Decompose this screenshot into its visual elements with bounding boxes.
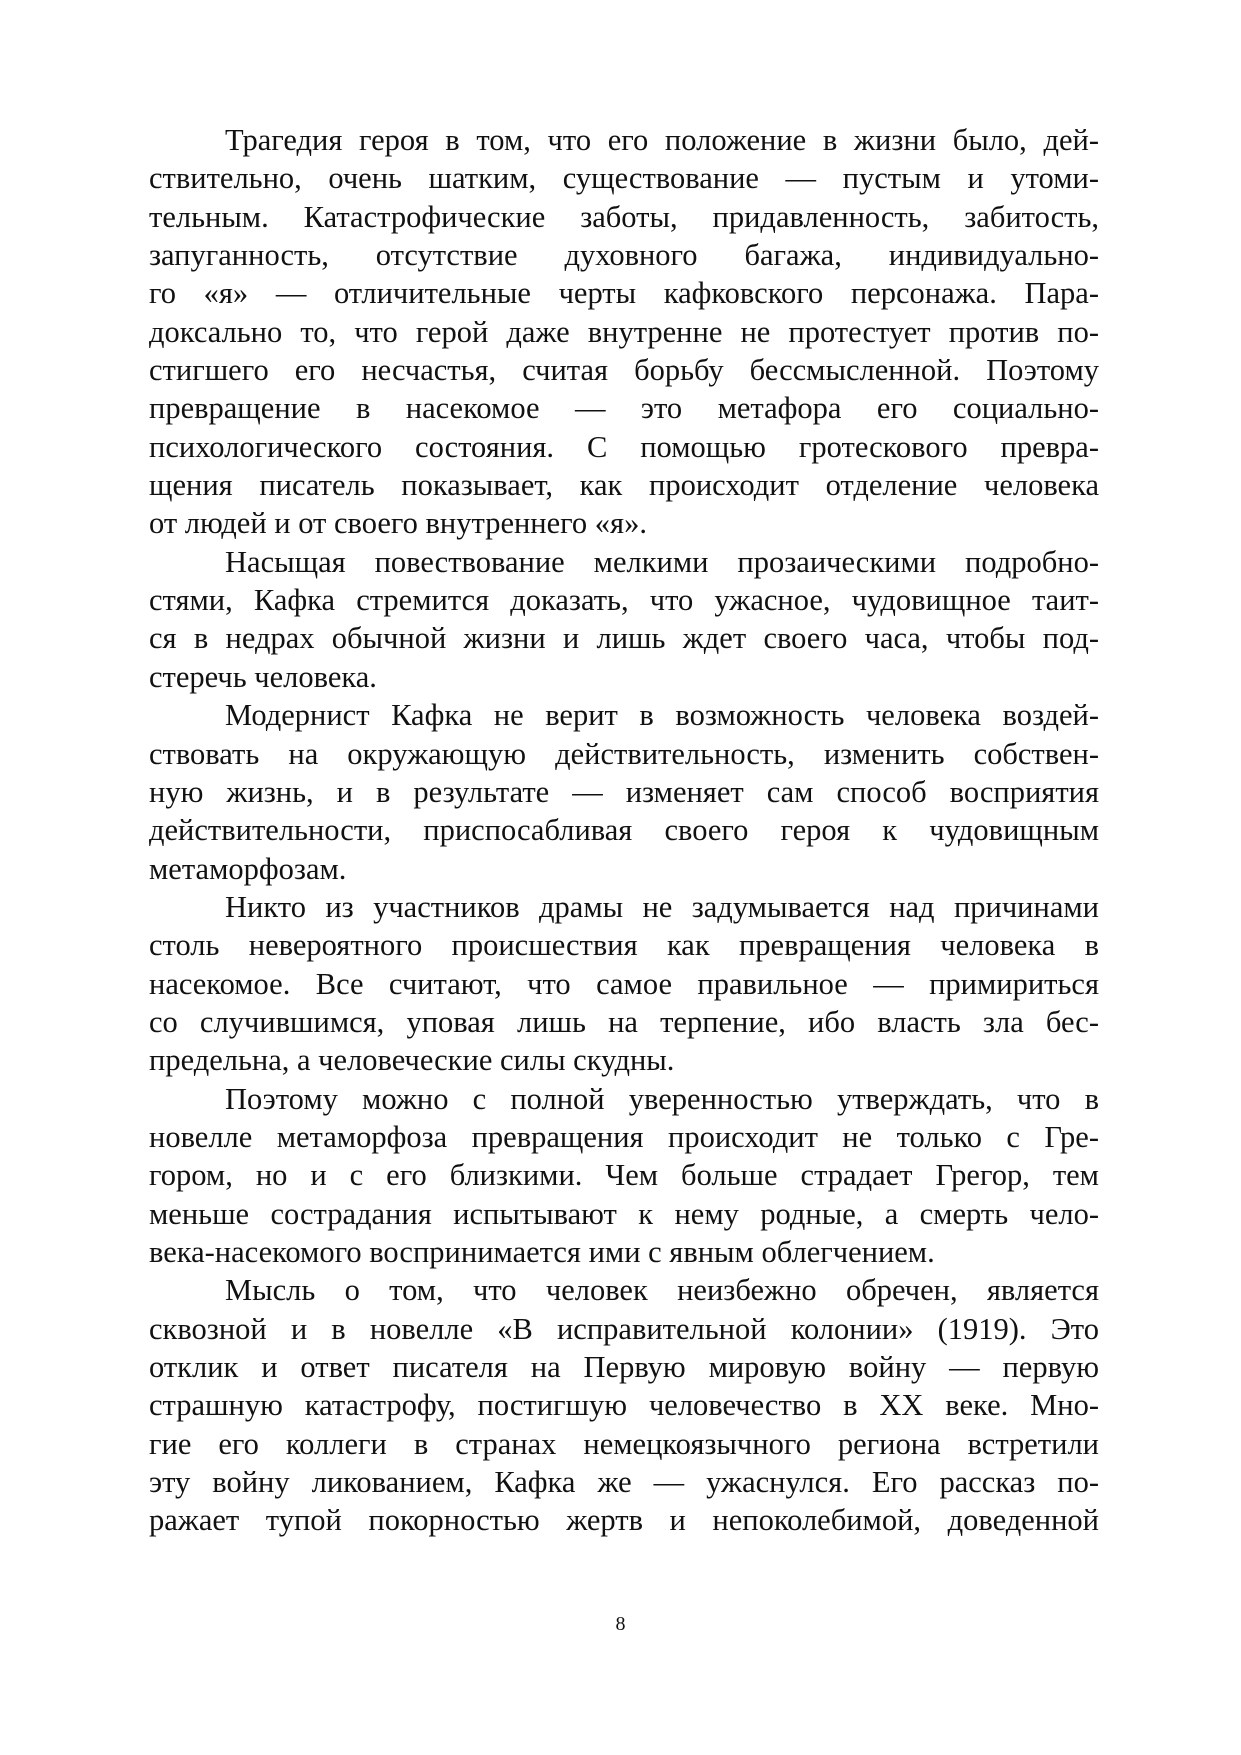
text-line: столь невероятного происшествия как превращения человека в: [149, 928, 1099, 963]
paragraph: [149, 1080, 1099, 1272]
paragraph: [149, 888, 1099, 1080]
text-line: ную жизнь, и в результате — изменяет сам способ восприятия: [149, 774, 1099, 809]
text-line: превращение в насекомое — это метафора его социально-: [149, 391, 1099, 426]
text-line: Трагедия героя в том, что его положение в жизни было, дей-: [225, 123, 1099, 157]
text-line: го «я» — отличительные черты кафковского персонажа. Пара-: [149, 276, 1099, 311]
paragraph: [149, 696, 1099, 888]
text-line: стеречь человека.: [149, 659, 377, 694]
text-line: Никто из участников драмы не задумывается над причинами: [225, 889, 1099, 924]
text-line: меньше сострадания испытывают к нему родные, а смерть чело-: [149, 1196, 1099, 1231]
text-line: со случившимся, уповая лишь на терпение, ибо власть зла бес-: [149, 1004, 1099, 1039]
paragraph: [149, 543, 1099, 696]
text-line: ражает тупой покорностью жертв и непоколебимой, доведенной: [149, 1503, 1099, 1538]
page-number: 8: [615, 1613, 626, 1635]
text-line: Поэтому можно с полной уверенностью утверждать, что в: [225, 1081, 1099, 1116]
body-text: [149, 121, 1099, 1540]
paragraph: [149, 1271, 1099, 1539]
text-line: психологического состояния. С помощью гротескового превра-: [149, 429, 1099, 464]
text-line: гором, но и с его близкими. Чем больше страдает Грегор, тем: [149, 1158, 1099, 1193]
text-line: щения писатель показывает, как происходит отделение человека: [149, 468, 1099, 503]
text-line: эту войну ликованием, Кафка же — ужаснулся. Его рассказ по-: [149, 1465, 1099, 1500]
text-line: ствовать на окружающую действительность, изменить собствен-: [149, 736, 1099, 771]
text-line: предельна, а человеческие силы скудны.: [149, 1043, 675, 1078]
text-line: от людей и от своего внутреннего «я».: [149, 506, 647, 541]
text-line: действительности, приспосабливая своего героя к чудовищным: [149, 813, 1099, 848]
text-line: Мысль о том, что человек неизбежно обречен, является: [225, 1273, 1099, 1308]
text-line: гие его коллеги в странах немецкоязычного региона встретили: [149, 1426, 1099, 1461]
text-line: отклик и ответ писателя на Первую мировую войну — первую: [149, 1350, 1099, 1384]
text-line: Модернист Кафка не верит в возможность человека воздей-: [225, 698, 1099, 733]
text-line: доксально то, что герой даже внутренне не протестует против по-: [149, 314, 1099, 349]
text-line: новелле метаморфоза превращения происходит не только с Гре-: [149, 1119, 1099, 1154]
text-line: Насыщая повествование мелкими прозаическими подробно-: [225, 544, 1099, 579]
text-line: запуганность, отсутствие духовного багажа, индивидуально-: [149, 238, 1099, 273]
text-line: метаморфозам.: [149, 851, 347, 886]
paragraph: [149, 121, 1099, 543]
text-line: стигшего его несчастья, считая борьбу бессмысленной. Поэтому: [149, 353, 1099, 388]
text-line: сквозной и в новелле «В исправительной колонии» (1919). Это: [149, 1311, 1099, 1346]
text-line: страшную катастрофу, постигшую человечество в XX веке. Мно-: [149, 1388, 1099, 1423]
text-line: тельным. Катастрофические заботы, придавленность, забитость,: [149, 199, 1099, 234]
text-line: века-насекомого воспринимается ими с явным облегчением.: [149, 1234, 935, 1269]
text-line: ся в недрах обычной жизни и лишь ждет своего часа, чтобы под-: [149, 621, 1099, 656]
text-line: насекомое. Все считают, что самое правильное — примириться: [149, 966, 1099, 1001]
text-line: стями, Кафка стремится доказать, что ужасное, чудовищное таит-: [149, 583, 1099, 618]
text-line: ствительно, очень шатким, существование — пустым и утоми-: [149, 161, 1099, 196]
